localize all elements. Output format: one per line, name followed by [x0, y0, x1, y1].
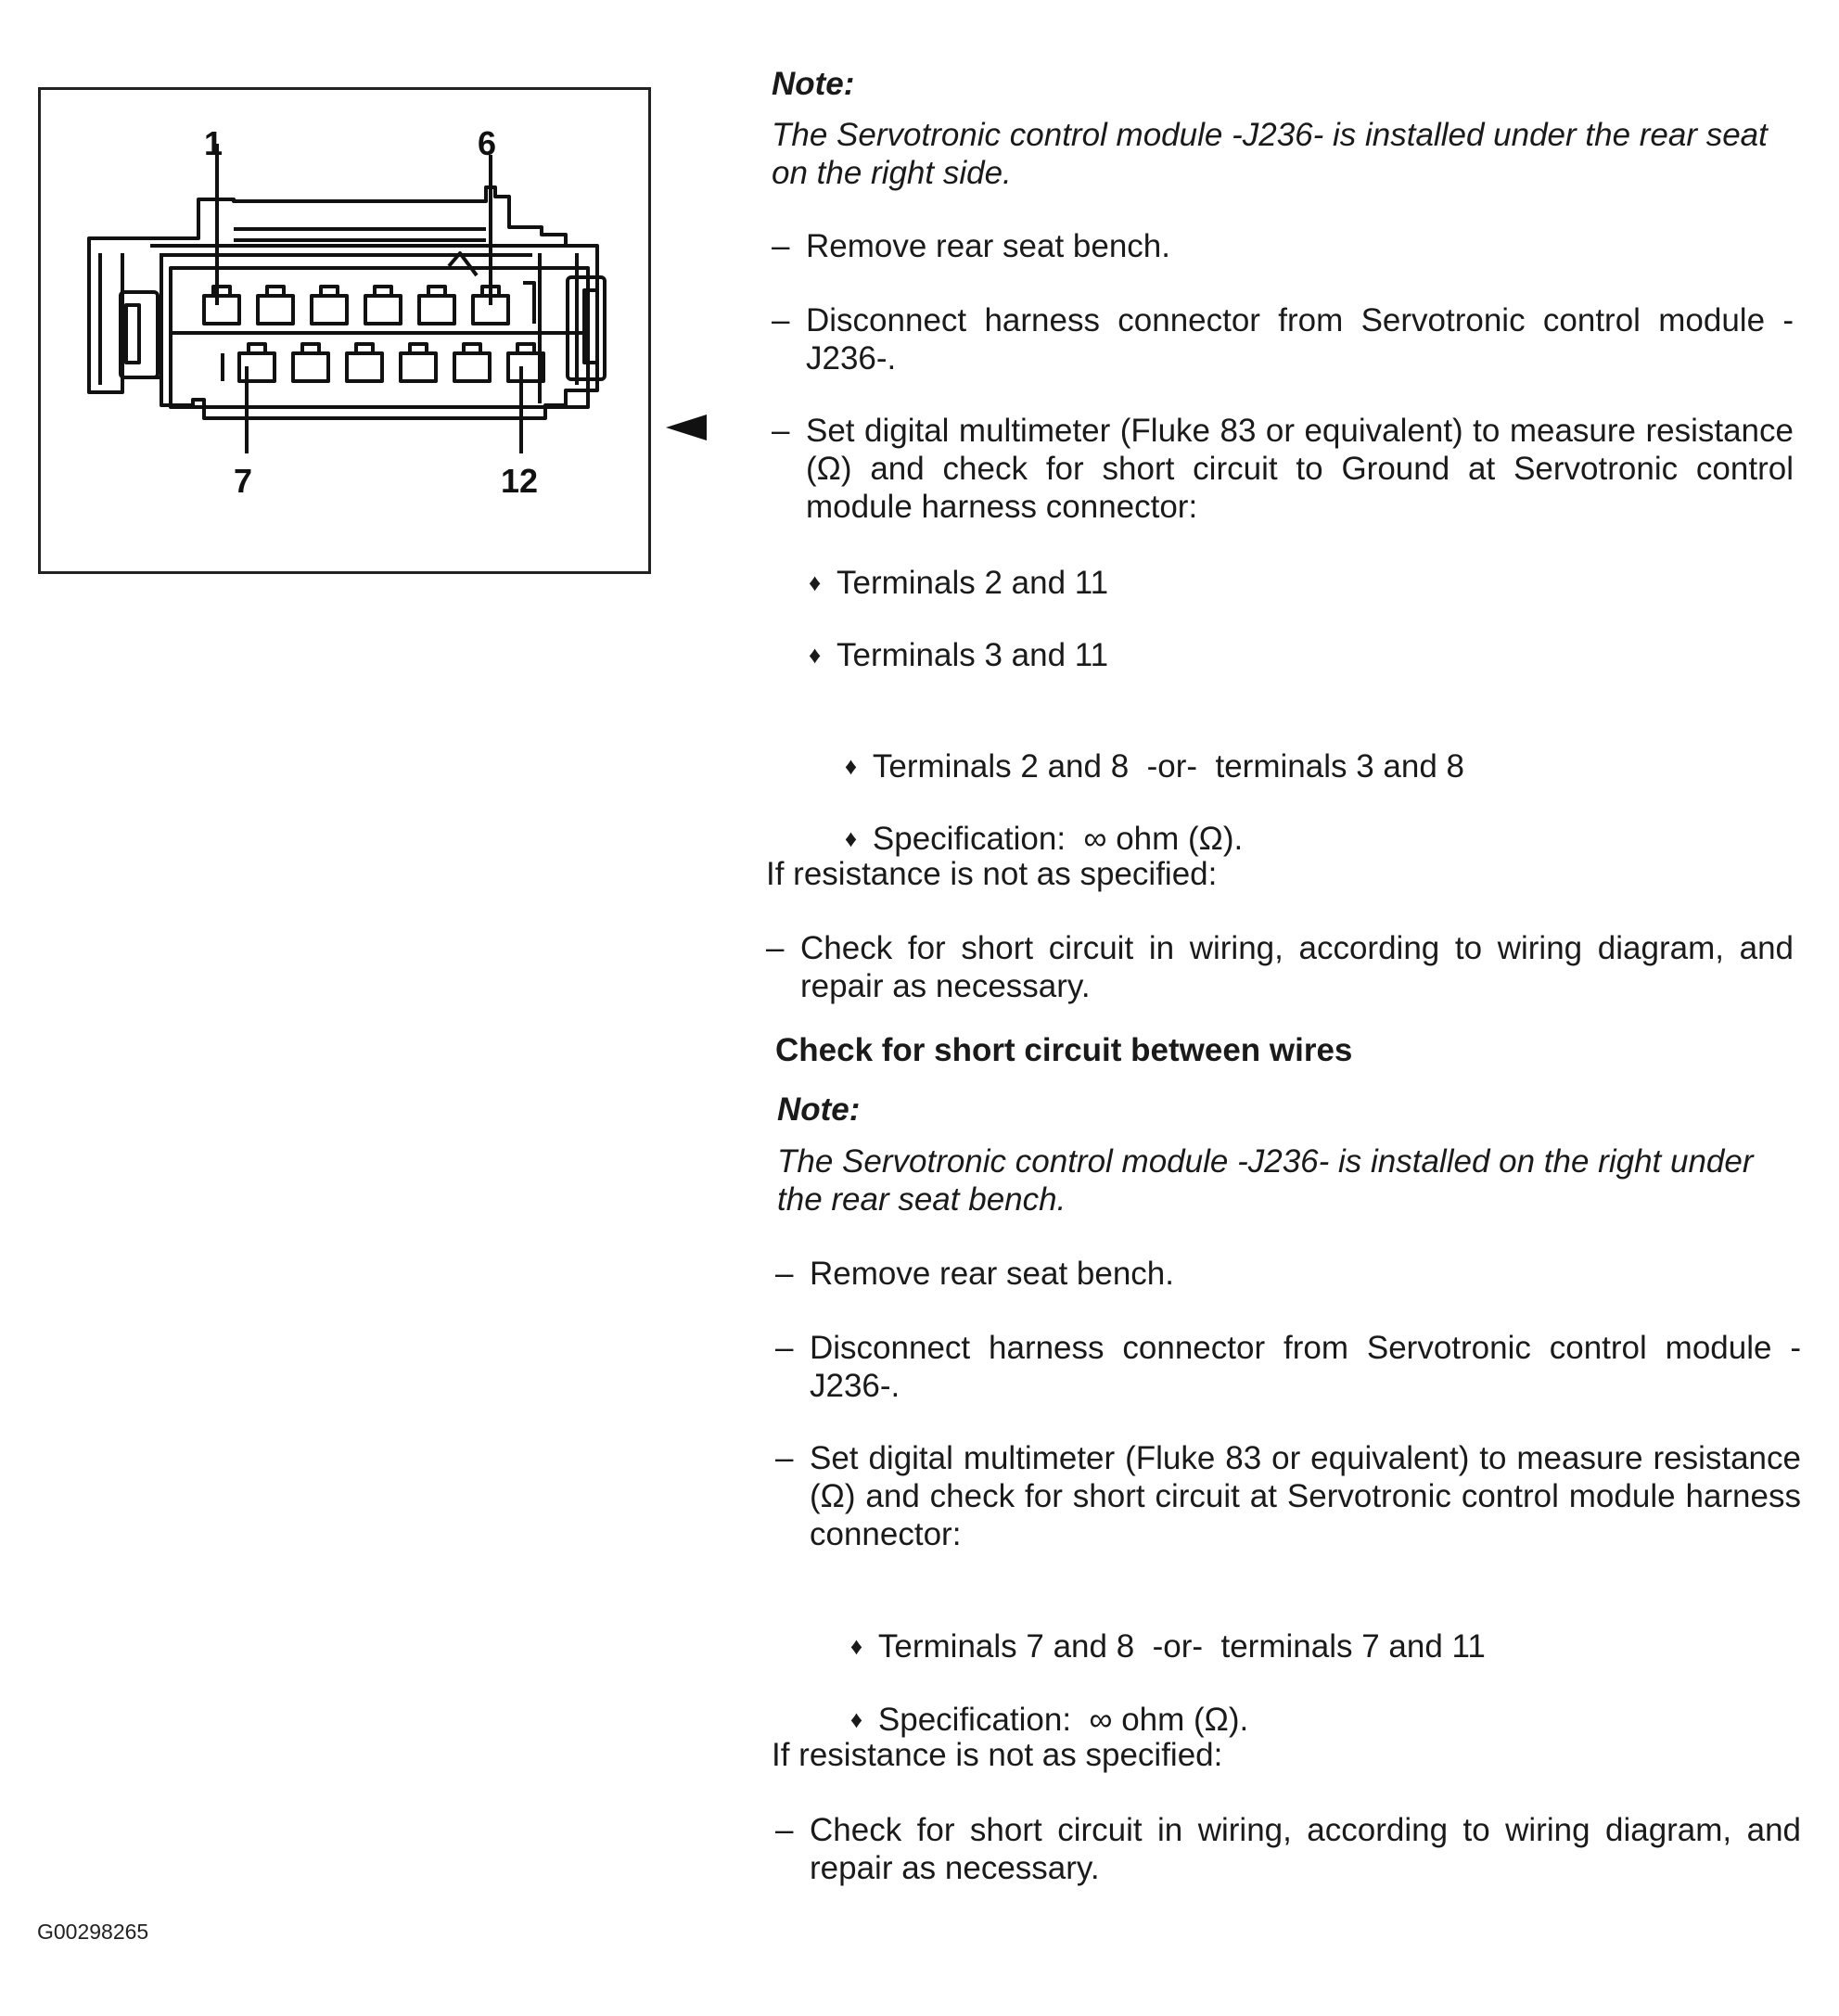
note-label: Note:: [777, 1091, 861, 1128]
if-not-specified-text: If resistance is not as specified:: [772, 1737, 1223, 1773]
image-id-label: G00298265: [37, 1920, 149, 1944]
note-text: The Servotronic control module -J236- is installed on the right under the rear seat bench.: [777, 1143, 1754, 1218]
step-text: Remove rear seat bench.: [810, 1256, 1174, 1292]
step-text: Set digital multimeter (Fluke 83 or equivalent) to measure resistance (Ω) and check for short circuit at Servotronic control module harness connector:: [810, 1440, 1801, 1552]
dash-bullet: –: [775, 1440, 794, 1476]
bullet-text: Specification: ∞ ohm (Ω).: [877, 1702, 1249, 1738]
step-text: Set digital multimeter (Fluke 83 or equivalent) to measure resistance (Ω) and check for short circuit to Ground at Servotronic control module harness connector:: [806, 413, 1794, 525]
pin-label-6: 6: [478, 124, 497, 162]
step-set-multimeter: [772, 412, 1794, 526]
step-disconnect-connector: [775, 1329, 1801, 1405]
bullet-item: [809, 564, 1108, 602]
dash-bullet: –: [775, 1812, 794, 1848]
diamond-bullet-icon: ♦: [809, 568, 822, 596]
step-check-wiring: [766, 929, 1794, 1005]
dash-bullet: –: [772, 413, 790, 449]
diamond-bullet-icon: ♦: [844, 752, 858, 780]
dash-bullet: –: [766, 930, 785, 966]
dash-bullet: –: [775, 1256, 794, 1292]
diamond-bullet-icon: ♦: [849, 1705, 863, 1733]
bullet-item: [809, 636, 1108, 674]
step-text: Disconnect harness connector from Servotronic control module -J236-.: [810, 1330, 1801, 1404]
section-heading: Check for short circuit between wires: [775, 1032, 1353, 1068]
note-label: Note:: [772, 66, 855, 102]
bullet-text: Terminals 2 and 8 -or- terminals 3 and 8: [872, 748, 1464, 785]
step-remove-seat: [775, 1255, 1801, 1293]
diamond-bullet-icon: ♦: [809, 641, 822, 669]
pin-label-12: 12: [501, 462, 539, 500]
step-text: Disconnect harness connector from Servotronic control module -J236-.: [806, 302, 1794, 376]
if-not-specified-text: If resistance is not as specified:: [766, 856, 1218, 892]
step-set-multimeter: [775, 1439, 1801, 1553]
dash-bullet: –: [775, 1330, 794, 1366]
diamond-bullet-icon: ♦: [844, 824, 858, 852]
diamond-bullet-icon: ♦: [849, 1632, 863, 1660]
bullet-text: Specification: ∞ ohm (Ω).: [872, 821, 1244, 857]
dash-bullet: –: [772, 228, 790, 264]
pin-label-1: 1: [204, 124, 223, 162]
step-text: Check for short circuit in wiring, according to wiring diagram, and repair as necessary.: [800, 930, 1794, 1004]
bullet-text: Terminals 2 and 11: [836, 565, 1109, 601]
step-text: Remove rear seat bench.: [806, 228, 1170, 264]
step-disconnect-connector: [772, 301, 1794, 377]
step-text: Check for short circuit in wiring, according to wiring diagram, and repair as necessary.: [810, 1812, 1801, 1886]
bullet-text: Terminals 7 and 8 -or- terminals 7 and 11: [877, 1628, 1486, 1665]
pin-label-7: 7: [234, 462, 253, 500]
step-check-wiring: [775, 1811, 1801, 1887]
dash-bullet: –: [772, 302, 790, 338]
note-text: The Servotronic control module -J236- is installed under the rear seat on the right side.: [772, 117, 1768, 191]
bullet-text: Terminals 3 and 11: [836, 637, 1109, 673]
step-remove-seat: [772, 227, 1794, 265]
